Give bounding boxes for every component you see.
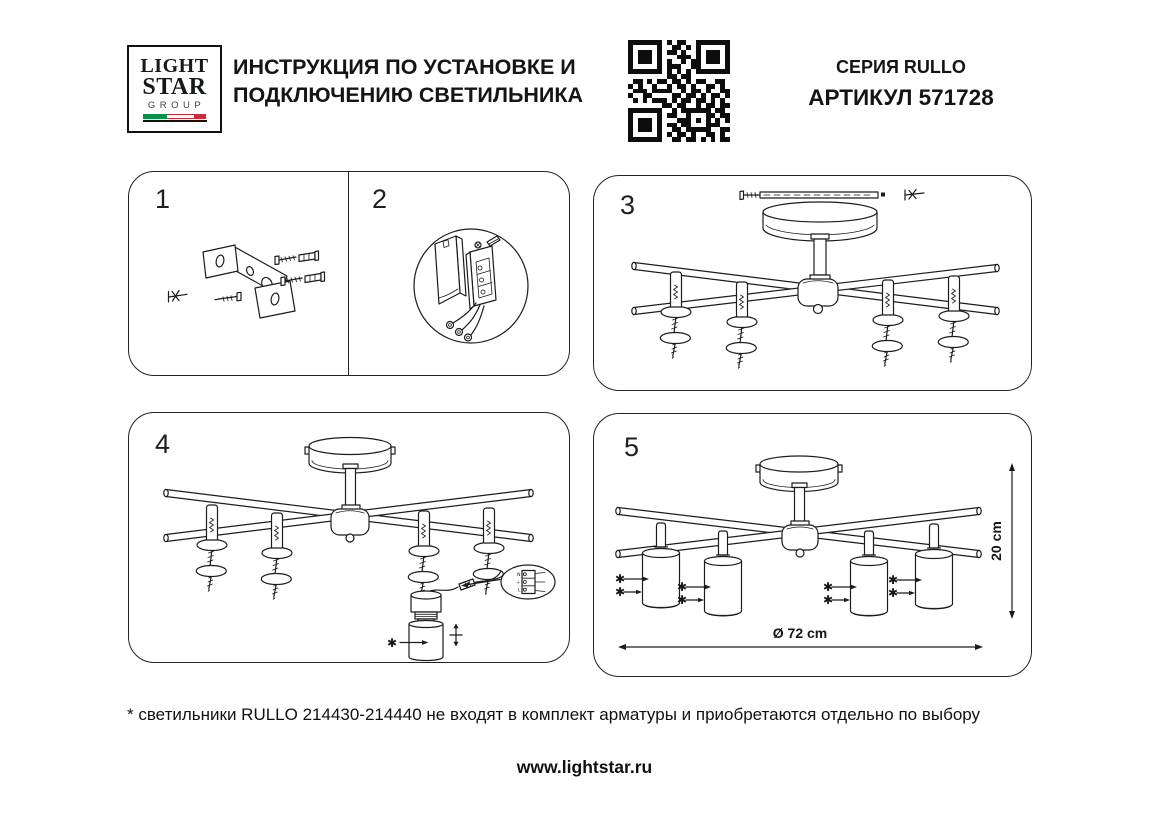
lamp-holder (660, 272, 691, 359)
hub (798, 279, 838, 314)
terminal-label-l: L (517, 588, 521, 594)
panel-step-4 (128, 412, 570, 663)
screw-icon (169, 291, 188, 303)
qr-code (628, 40, 730, 142)
mounting-bar (740, 190, 924, 201)
title-line-1: ИНСТРУКЦИЯ ПО УСТАНОВКЕ И (233, 55, 576, 79)
lamp-socket (411, 591, 441, 623)
step-number-3: 3 (620, 190, 636, 220)
series-label: СЕРИЯ RULLO (836, 57, 966, 77)
lamp-holder (196, 505, 227, 592)
step-number-2: 2 (372, 184, 388, 214)
terminal-label-earth: ⏚ (516, 580, 521, 586)
hub (782, 525, 818, 557)
asterisk-marker: ✱ (387, 636, 398, 650)
article-block (756, 57, 1046, 111)
move-icon (450, 624, 462, 647)
lamp-shade-assembly (916, 524, 953, 609)
terminal-block (466, 236, 500, 309)
lamp-holder (938, 276, 969, 363)
svg-text:✱: ✱ (677, 580, 688, 594)
step5-diagram (594, 414, 1033, 678)
svg-text:✱: ✱ (888, 586, 899, 600)
logo-light: LIGHT (140, 54, 209, 77)
title-line-2: ПОДКЛЮЧЕНИЮ СВЕТИЛЬНИКА (233, 83, 584, 107)
screw-and-dowel-1 (275, 251, 319, 265)
article-number: АРТИКУЛ 571728 (808, 85, 994, 110)
step3-diagram (594, 176, 1033, 392)
italian-flag-stripe (143, 114, 207, 122)
panel-step-3 (593, 175, 1032, 391)
diameter-label: Ø 72 cm (772, 625, 828, 641)
svg-text:✱: ✱ (615, 585, 626, 599)
page-title (233, 53, 583, 109)
svg-text:✱: ✱ (615, 572, 626, 586)
wires (447, 303, 485, 341)
wiring-detail-circle (414, 229, 528, 343)
diameter-dimension (618, 625, 983, 650)
hub (331, 509, 369, 542)
step-number-5: 5 (624, 432, 640, 462)
footnote: * светильники RULLO 214430-214440 не входят в комплект арматуры и приобретаются отдельно по выбору (127, 705, 981, 724)
lightstar-logo (127, 45, 222, 133)
wall-plate (435, 236, 466, 304)
screw-bottom (215, 292, 241, 301)
screw-icon (905, 190, 924, 201)
panel-step-1-2 (128, 171, 570, 376)
step1-2-diagram (129, 172, 571, 377)
height-label: 20 cm (988, 521, 1004, 561)
lamp-shade-assembly (643, 523, 680, 608)
height-dimension (988, 463, 1015, 619)
panel-step-5 (593, 413, 1032, 677)
svg-text:✱: ✱ (823, 580, 834, 594)
step4-diagram (129, 413, 571, 664)
step-number-1: 1 (155, 184, 171, 214)
terminal-label-n: N (517, 573, 521, 578)
lamp-shade (409, 621, 443, 661)
svg-text:✱: ✱ (823, 593, 834, 607)
svg-text:✱: ✱ (677, 593, 688, 607)
step-number-4: 4 (155, 429, 171, 459)
website-url: www.lightstar.ru (516, 757, 653, 777)
svg-text:✱: ✱ (888, 573, 899, 587)
logo-star: STAR (142, 73, 207, 100)
logo-group: GROUP (147, 99, 206, 111)
